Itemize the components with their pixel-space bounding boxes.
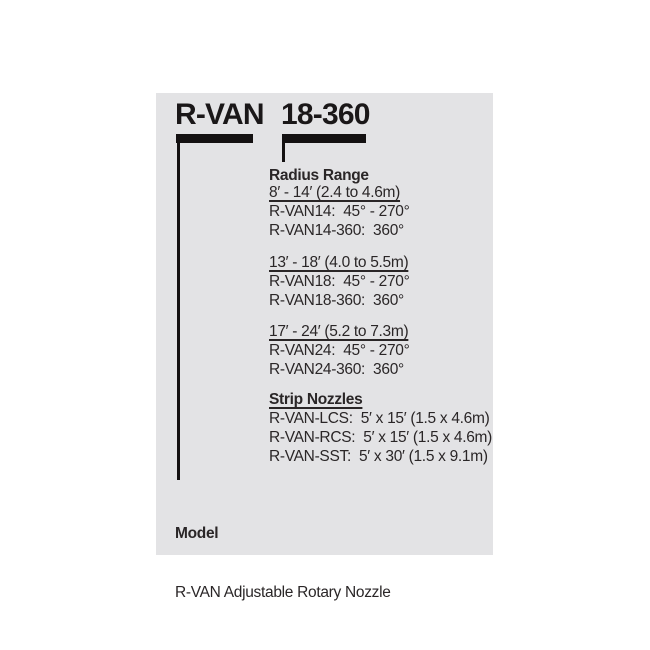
spec-line: R-VAN18: 45° - 270° xyxy=(269,273,410,290)
connector-line-radius xyxy=(282,143,285,162)
model-number-prefix: R-VAN xyxy=(175,98,264,131)
range-header: 13′ - 18′ (4.0 to 5.5m) xyxy=(269,254,409,271)
underline-bar-suffix xyxy=(282,134,366,143)
range-group-24 xyxy=(269,322,499,379)
nomenclature-panel xyxy=(156,93,493,601)
model-number-suffix: 18-360 xyxy=(281,98,370,131)
range-group-18 xyxy=(269,253,499,310)
underline-bar-prefix xyxy=(176,134,253,143)
spec-line: R-VAN-RCS: 5′ x 15′ (1.5 x 4.6m) xyxy=(269,429,493,446)
spec-line: R-VAN14: 45° - 270° xyxy=(269,203,410,220)
spec-line: R-VAN24-360: 360° xyxy=(269,361,404,378)
radius-range-heading: Radius Range xyxy=(269,167,369,184)
strip-nozzles-group xyxy=(269,390,499,466)
spec-line: R-VAN24: 45° - 270° xyxy=(269,342,410,359)
range-header: 8′ - 14′ (2.4 to 4.6m) xyxy=(269,184,401,201)
spec-line: R-VAN-LCS: 5′ x 15′ (1.5 x 4.6m) xyxy=(269,410,490,427)
range-header: 17′ - 24′ (5.2 to 7.3m) xyxy=(269,323,409,340)
model-block xyxy=(175,485,391,641)
model-label: Model xyxy=(175,525,219,542)
spec-line: R-VAN18-360: 360° xyxy=(269,292,404,309)
model-name: R-VAN Adjustable Rotary Nozzle xyxy=(175,583,391,601)
spec-line: R-VAN-SST: 5′ x 30′ (1.5 x 9.1m) xyxy=(269,448,488,465)
range-group-14 xyxy=(269,183,499,240)
spec-line: R-VAN14-360: 360° xyxy=(269,222,404,239)
connector-line-model xyxy=(177,143,180,480)
strip-nozzles-header: Strip Nozzles xyxy=(269,391,363,408)
